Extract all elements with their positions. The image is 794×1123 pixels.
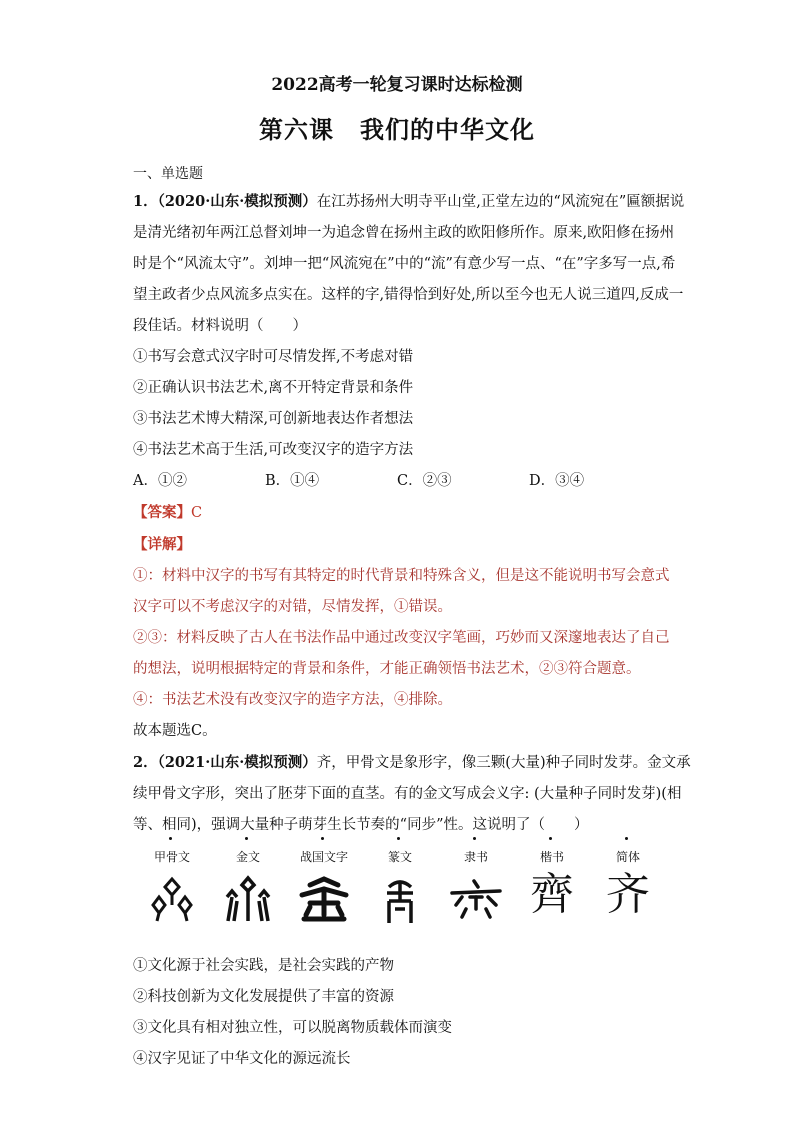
bronze-glyph [221, 875, 275, 925]
statement: ①书写会意式汉字时可尽情发挥,不考虑对错 [133, 349, 414, 365]
oracle-bone-glyph [147, 875, 197, 925]
explanation-line: 的想法，说明根据特定的背景和条件，才能正确领悟书法艺术，②③符合题意。 [133, 661, 641, 677]
figure-bronze [209, 845, 287, 925]
option-b: B．①④ [265, 473, 320, 489]
question-2-number: 2． [133, 754, 158, 771]
lesson-number: 第六课 [259, 115, 334, 144]
document-title: 2022高考一轮复习课时达标检测 [271, 75, 523, 95]
answer-tag: 【答案】 [133, 504, 191, 521]
figure-seal-script [361, 845, 439, 925]
question-2-line-1 [133, 747, 691, 779]
seal-script-glyph [377, 875, 423, 925]
question-2-line: 续甲骨文字形，突出了胚芽下面的直茎。有的金文写成会义字: (大量种子同时发芽)(相 [133, 786, 682, 802]
simplified-glyph: 齐 [606, 869, 650, 920]
figure-label: 楷书 [539, 850, 564, 864]
statement: ③文化具有相对独立性，可以脱离物质载体而演变 [133, 1020, 452, 1036]
script-evolution-figure [133, 845, 661, 945]
explain-tag: 【详解】 [133, 536, 191, 553]
explain-line [133, 529, 661, 561]
figure-warring-states [285, 845, 363, 925]
question-1-line: 段佳话。材料说明（ ） [133, 318, 307, 334]
question-1-line: 是清光绪初年两江总督刘坤一为追念曾在扬州主政的欧阳修所作。原来,欧阳修在扬州 [133, 225, 675, 241]
answer-options [133, 466, 661, 497]
clerical-script-glyph [448, 875, 504, 925]
question-1-line: 望主政者少点风流多点实在。这样的字,错得恰到好处,所以至今也无人说三道四,反成一 [133, 287, 684, 303]
figure-label: 金文 [235, 850, 260, 864]
regular-script-glyph: 齊 [530, 869, 574, 920]
figure-clerical-script [437, 845, 515, 925]
question-1-text: 在江苏扬州大明寺平山堂,正堂左边的“风流宛在”匾额据说 [316, 194, 685, 210]
warring-states-glyph [296, 875, 352, 925]
question-2-line: 等、相同)，强调大量种子萌芽生长节奏的“同步”性。这说明了（ ） [133, 817, 589, 833]
statement: ①文化源于社会实践，是社会实践的产物 [133, 958, 394, 974]
option-d: D．③④ [529, 473, 585, 489]
question-1-line-1 [133, 186, 685, 218]
figure-label: 战国文字 [299, 850, 348, 864]
option-a: A．①② [133, 473, 187, 489]
question-1-source: （2020·山东·模拟预测） [157, 193, 317, 210]
statement: ②科技创新为文化发展提供了丰富的资源 [133, 989, 394, 1005]
figure-label: 篆文 [387, 850, 412, 864]
question-1-line: 时是个“风流太守”。刘坤一把“风流宛在”中的“流”有意少写一点、“在”字多写一点,希 [133, 256, 676, 272]
statement: ③书法艺术博大精深,可创新地表达作者想法 [133, 411, 414, 427]
statement: ④汉字见证了中华文化的源远流长 [133, 1051, 351, 1067]
content [133, 162, 691, 1075]
section-heading: 一、单选题 [133, 166, 203, 182]
figure-label: 甲骨文 [153, 850, 190, 864]
question-1-number: 1． [133, 193, 158, 210]
conclusion: 故本题选C。 [133, 723, 217, 739]
figure-label: 隶书 [463, 850, 488, 864]
figure-label: 简体 [615, 850, 640, 864]
question-2-text: 齐，甲骨文是象形字，像三颗(大量)种子同时发芽。金文承 [316, 755, 691, 771]
statement: ④书法艺术高于生活,可改变汉字的造字方法 [133, 442, 414, 458]
question-1 [133, 186, 685, 747]
lesson-title [0, 110, 794, 145]
explanation-line: 汉字可以不考虑汉字的对错，尽情发挥，①错误。 [133, 599, 452, 615]
lesson-name: 我们的中华文化 [360, 115, 535, 144]
question-2 [133, 747, 691, 1075]
explanation-line: ①：材料中汉字的书写有其特定的时代背景和特殊含义，但是这不能说明书写会意式 [133, 568, 670, 584]
explanation-line: ②③：材料反映了古人在书法作品中通过改变汉字笔画，巧妙而又深邃地表达了自己 [133, 630, 670, 646]
statement: ②正确认识书法艺术,离不开特定背景和条件 [133, 380, 414, 396]
figure-oracle-bone [133, 845, 211, 925]
answer-line [133, 497, 661, 529]
question-2-source: （2021·山东·模拟预测） [157, 754, 317, 771]
figure-simplified [589, 845, 667, 921]
answer-value: C [191, 505, 203, 521]
option-c: C．②③ [397, 473, 452, 489]
explanation-line: ④：书法艺术没有改变汉字的造字方法，④排除。 [133, 692, 452, 708]
figure-regular-script [513, 845, 591, 921]
